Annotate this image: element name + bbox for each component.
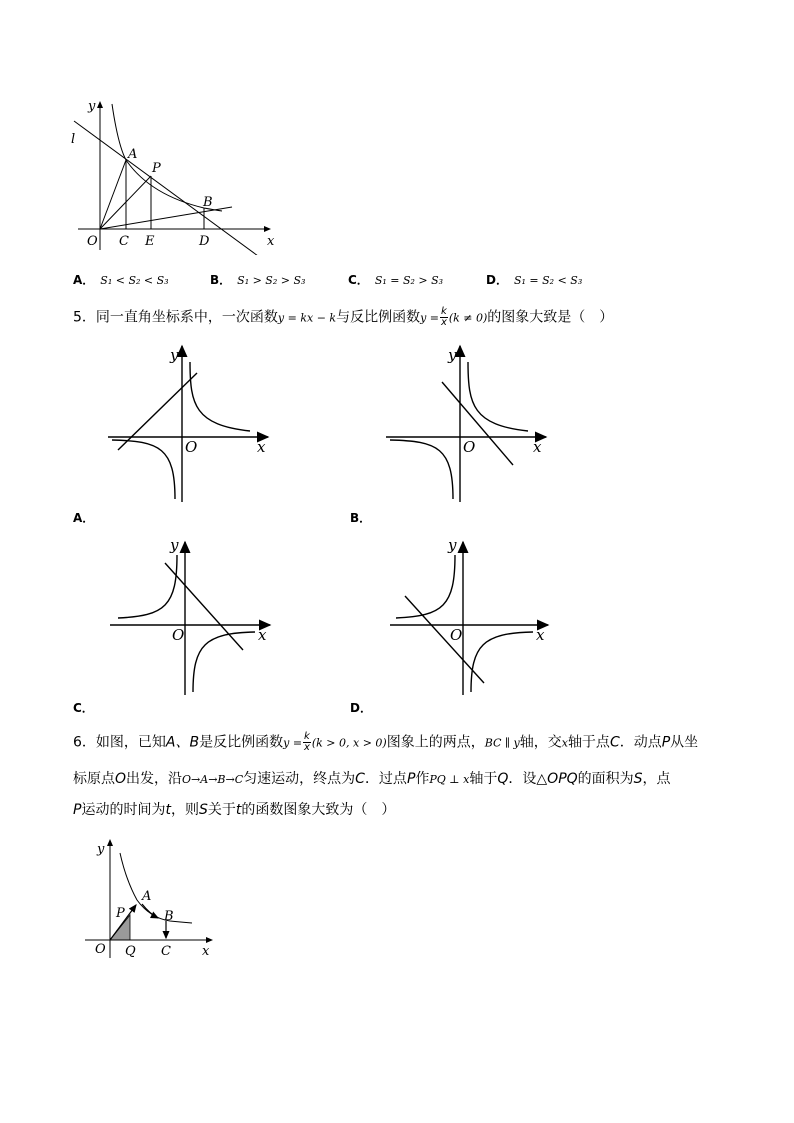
line-OA <box>100 160 126 229</box>
q6-text: ．设△ <box>508 771 548 787</box>
q5-graph-d <box>385 535 555 700</box>
label-Q: Q <box>125 944 136 959</box>
q6-text: 作 <box>415 771 430 787</box>
label-C: C <box>119 234 129 249</box>
q4-option-d[interactable] <box>486 272 582 289</box>
label-x: x <box>536 626 545 644</box>
label-P: P <box>116 906 125 921</box>
option-letter: C． <box>348 273 369 287</box>
option-math: S₁ < S₂ < S₃ <box>100 274 169 287</box>
hyperbola-lower-right <box>471 632 533 692</box>
q6-text: 6．如图，已知 <box>73 734 166 751</box>
label-O: O <box>172 626 185 644</box>
q6-text: 从坐 <box>670 734 699 751</box>
label-P: P <box>152 161 161 176</box>
q4-option-a[interactable] <box>73 272 169 289</box>
label-O: O <box>95 942 106 957</box>
option-math: S₁ = S₂ > S₃ <box>374 274 444 287</box>
frac-den: x <box>303 742 310 753</box>
label-y: y <box>170 536 179 554</box>
hyperbola-lower <box>112 440 175 499</box>
label-B: B <box>203 195 213 210</box>
q5-inv-lhs: y = <box>420 311 440 325</box>
hyperbola-upper-left <box>396 555 455 618</box>
option-letter: D． <box>350 701 372 715</box>
q6-math: S <box>198 802 208 818</box>
q4-figure <box>60 95 290 255</box>
q5-option-b[interactable] <box>350 510 377 526</box>
q5-option-c[interactable] <box>73 700 100 716</box>
option-letter: B． <box>350 511 372 525</box>
q6-text: 出发，沿 <box>126 771 183 787</box>
frac-den: x <box>440 317 447 328</box>
option-math: S₁ = S₂ < S₃ <box>513 274 583 287</box>
q5-inv-cond: (k ≠ 0) <box>448 311 488 325</box>
hyperbola-upper <box>468 362 528 431</box>
q6-math: t <box>165 802 171 818</box>
q6-math: O→A→B→C <box>182 773 244 786</box>
label-A: A <box>128 147 138 162</box>
q6-math: Q <box>497 771 509 787</box>
option-letter: D． <box>486 273 508 287</box>
label-O: O <box>463 438 476 456</box>
q6-line-3 <box>73 800 395 820</box>
label-y: y <box>448 346 457 364</box>
q5-option-d[interactable] <box>350 700 378 716</box>
q6-math: O <box>115 771 127 787</box>
q5-graph-a <box>105 340 275 505</box>
hyperbola-lower-right <box>193 632 255 692</box>
line-OB <box>100 207 232 229</box>
q6-math: BC ∥ y <box>484 736 520 750</box>
q6-math: A、B <box>165 734 200 751</box>
q5-number: 5． <box>73 309 96 326</box>
label-y: y <box>88 99 96 114</box>
linear-fn <box>405 596 484 683</box>
frac-num: k <box>304 731 310 742</box>
label-x: x <box>258 626 267 644</box>
q6-math: C <box>609 734 620 751</box>
option-letter: A． <box>73 511 95 525</box>
option-letter: B． <box>210 273 232 287</box>
q5-linear-fn: y = kx − k <box>277 311 337 325</box>
q6-math: t <box>235 802 242 818</box>
q6-text: 轴于 <box>469 771 498 787</box>
label-O: O <box>450 626 463 644</box>
q5-stem <box>73 307 613 329</box>
option-math: S₁ > S₂ > S₃ <box>237 274 306 287</box>
q5-graph-b <box>383 340 553 505</box>
q6-math: PQ ⊥ x <box>429 773 470 786</box>
q6-text: 标原点 <box>73 771 115 787</box>
label-y: y <box>448 536 457 554</box>
q6-figure <box>80 835 220 960</box>
q6-fn-lhs: y = <box>283 736 303 750</box>
line-l <box>74 121 258 255</box>
frac-num: k <box>441 306 447 317</box>
q6-line-1 <box>73 732 698 754</box>
hyperbola-lower <box>390 440 453 499</box>
q6-text: 关于 <box>207 802 236 818</box>
hyperbola-upper <box>190 362 250 431</box>
label-x: x <box>533 438 542 456</box>
q6-text: 的面积为 <box>577 771 634 787</box>
q6-math: P <box>406 771 416 787</box>
label-y: y <box>97 842 105 857</box>
label-y: y <box>170 346 179 364</box>
q6-text: 是反比例函数 <box>199 734 284 751</box>
q6-text: 运动的时间为 <box>81 802 166 818</box>
q6-fraction <box>303 732 311 753</box>
q5-text-2: 与反比例函数 <box>336 309 421 326</box>
q6-math: S <box>633 771 643 787</box>
label-E: E <box>145 234 155 249</box>
q6-text: ．动点 <box>619 734 662 751</box>
label-x: x <box>202 944 210 959</box>
q6-math: C <box>355 771 365 787</box>
label-x: x <box>257 438 266 456</box>
q6-text: 图象上的两点， <box>386 734 485 751</box>
q6-fn-cond: (k > 0, x > 0) <box>311 736 387 750</box>
q6-math: OPQ <box>547 771 578 787</box>
label-C: C <box>161 944 171 959</box>
option-letter: A． <box>73 273 95 287</box>
label-l: l <box>71 132 76 147</box>
q5-fraction <box>440 307 448 328</box>
label-O: O <box>185 438 198 456</box>
linear-fn <box>442 382 513 465</box>
q6-math: x <box>561 736 568 750</box>
q4-option-c[interactable] <box>348 272 443 289</box>
q6-text: 的函数图象大致为（ ） <box>241 802 396 818</box>
label-B: B <box>164 909 174 924</box>
option-letter: C． <box>73 701 94 715</box>
q6-text: ，点 <box>642 771 671 787</box>
hyperbola-upper-left <box>118 555 177 618</box>
q5-text-1: 同一直角坐标系中，一次函数 <box>95 309 278 326</box>
q5-text-3: 的图象大致是（ ） <box>487 309 614 326</box>
q6-math: P <box>661 734 671 751</box>
label-D: D <box>199 234 210 249</box>
q4-option-b[interactable] <box>210 272 305 289</box>
q5-graph-c <box>105 535 275 700</box>
q6-text: ．过点 <box>364 771 407 787</box>
q6-text: ，则 <box>170 802 199 818</box>
q5-option-a[interactable] <box>73 510 100 526</box>
label-x: x <box>267 234 275 249</box>
q6-text: 轴，交 <box>519 734 562 751</box>
q6-text: 轴于点 <box>567 734 610 751</box>
label-A: A <box>142 889 152 904</box>
q6-math: P <box>73 802 82 818</box>
q6-text: 匀速运动，终点为 <box>243 771 356 787</box>
q6-line-2 <box>73 769 671 790</box>
label-O: O <box>87 234 98 249</box>
